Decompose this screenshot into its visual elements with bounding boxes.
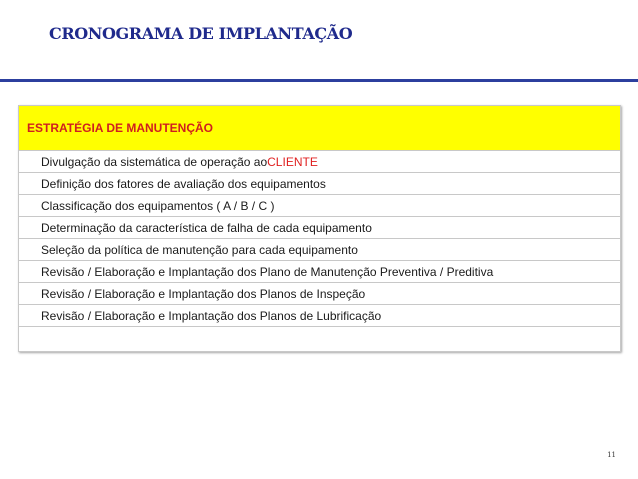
row-text: Seleção da política de manutenção para cada equipamento xyxy=(41,242,358,257)
row-text: Divulgação da sistemática de operação ao xyxy=(41,154,268,169)
table-row xyxy=(19,305,620,327)
table-row xyxy=(19,173,620,195)
table-row xyxy=(19,239,620,261)
table-row xyxy=(19,195,620,217)
table-row-empty xyxy=(19,327,620,351)
table-row xyxy=(19,261,620,283)
strategy-table xyxy=(18,105,621,352)
row-text: Determinação da característica de falha de cada equipamento xyxy=(41,220,372,235)
row-text: Revisão / Elaboração e Implantação dos Planos de Lubrificação xyxy=(41,308,382,323)
row-text: Revisão / Elaboração e Implantação dos Planos de Inspeção xyxy=(41,286,366,301)
table-row xyxy=(19,283,620,305)
row-text: Definição dos fatores de avaliação dos equipamentos xyxy=(41,176,326,191)
highlighted-word: CLIENTE xyxy=(267,154,318,169)
table-row xyxy=(19,151,620,173)
row-text: Revisão / Elaboração e Implantação dos Plano de Manutenção Preventiva / Preditiva xyxy=(41,264,494,279)
table-row xyxy=(19,217,620,239)
page-number: 11 xyxy=(607,451,616,459)
title-divider xyxy=(0,79,638,82)
slide-title: CRONOGRAMA DE IMPLANTAÇÃO xyxy=(49,24,353,43)
row-text: Classificação dos equipamentos ( A / B / C ) xyxy=(41,198,275,213)
table-header: ESTRATÉGIA DE MANUTENÇÃO xyxy=(19,106,620,151)
